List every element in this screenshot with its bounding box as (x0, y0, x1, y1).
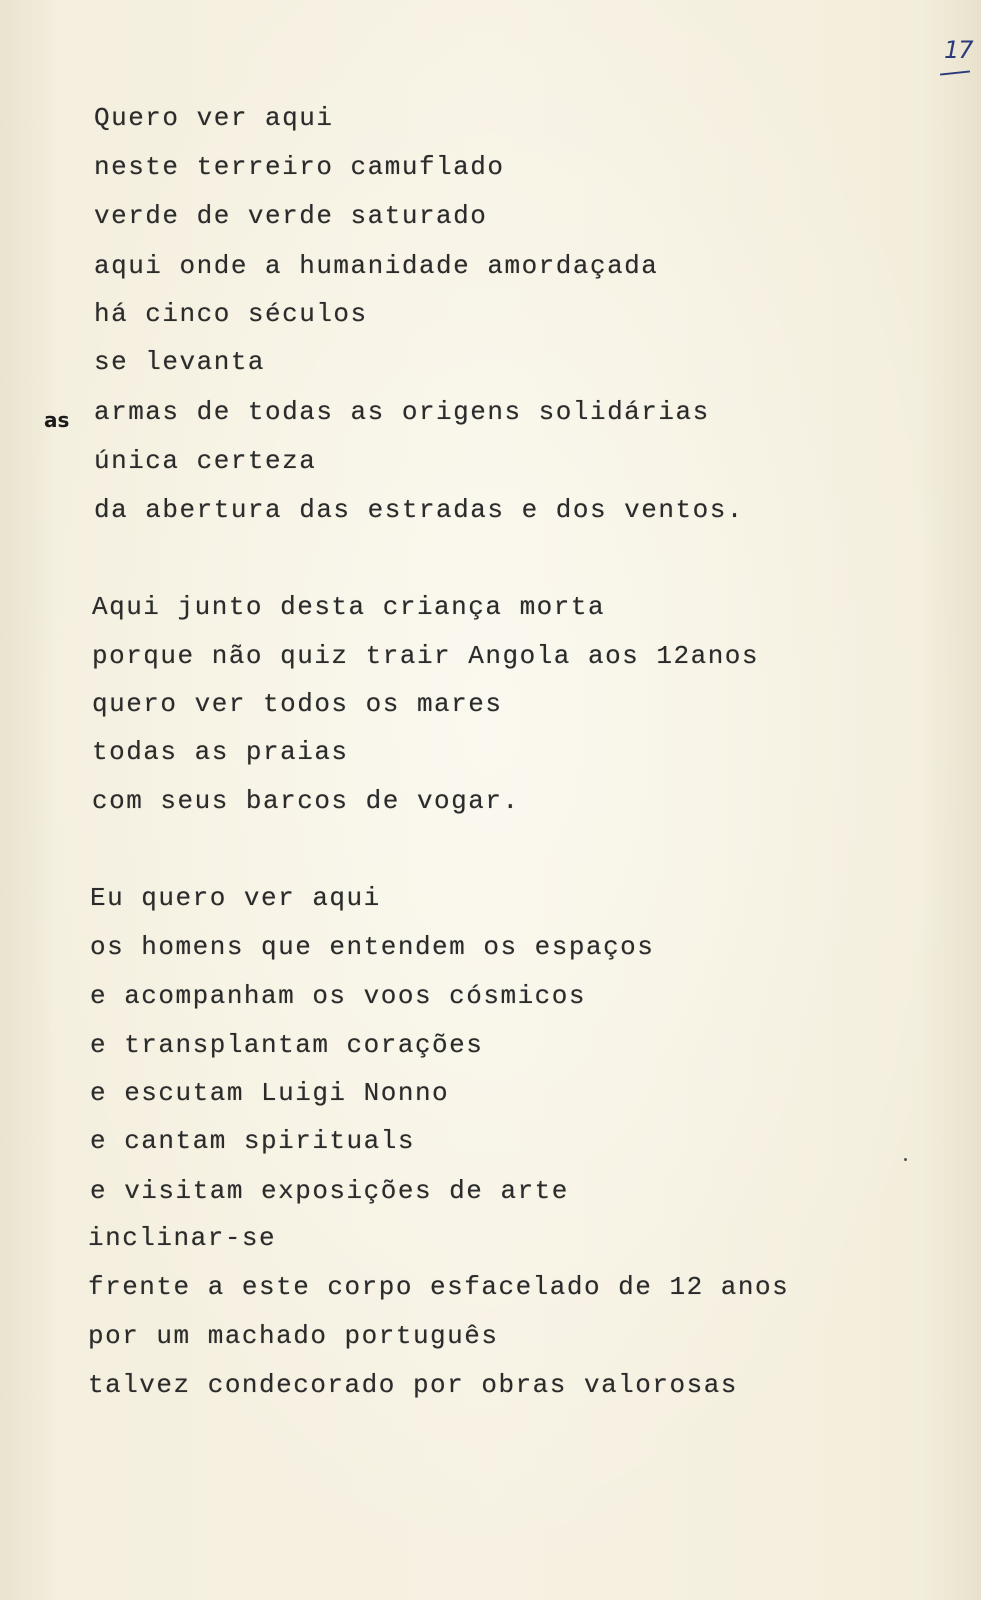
poem-line: talvez condecorado por obras valorosas (88, 1370, 738, 1400)
poem-line: Quero ver aqui (94, 103, 334, 133)
poem-line: frente a este corpo esfacelado de 12 anos (88, 1272, 790, 1302)
poem-line: se levanta (94, 347, 266, 377)
poem-line: inclinar-se (88, 1223, 277, 1253)
poem-line: aqui onde a humanidade amordaçada (94, 251, 659, 281)
poem-line: neste terreiro camuflado (94, 152, 505, 182)
poem-line: quero ver todos os mares (92, 689, 503, 719)
poem-line: porque não quiz trair Angola aos 12anos (92, 641, 759, 671)
poem-line: com seus barcos de vogar. (92, 786, 520, 816)
poem-line: da abertura das estradas e dos ventos. (94, 495, 744, 525)
poem-line: há cinco séculos (94, 299, 368, 329)
poem-line: e visitam exposições de arte (90, 1176, 569, 1206)
paper-speck (904, 1158, 907, 1161)
poem-line: e acompanham os voos cósmicos (90, 981, 586, 1011)
poem-line: verde de verde saturado (94, 201, 488, 231)
poem-line: Eu quero ver aqui (90, 883, 381, 913)
poem-line: armas de todas as origens solidárias (94, 397, 710, 427)
poem-line: e escutam Luigi Nonno (90, 1078, 450, 1108)
poem-line: e transplantam corações (90, 1030, 484, 1060)
poem-line: única certeza (94, 446, 317, 476)
poem-line: os homens que entendem os espaços (90, 932, 655, 962)
poem-line: Aqui junto desta criança morta (92, 592, 606, 622)
poem-line: e cantam spirituals (90, 1126, 415, 1156)
margin-note: as (44, 408, 70, 432)
poem-line: por um machado português (88, 1321, 499, 1351)
page-number: 17 (944, 36, 973, 64)
poem-line: todas as praias (92, 737, 349, 767)
